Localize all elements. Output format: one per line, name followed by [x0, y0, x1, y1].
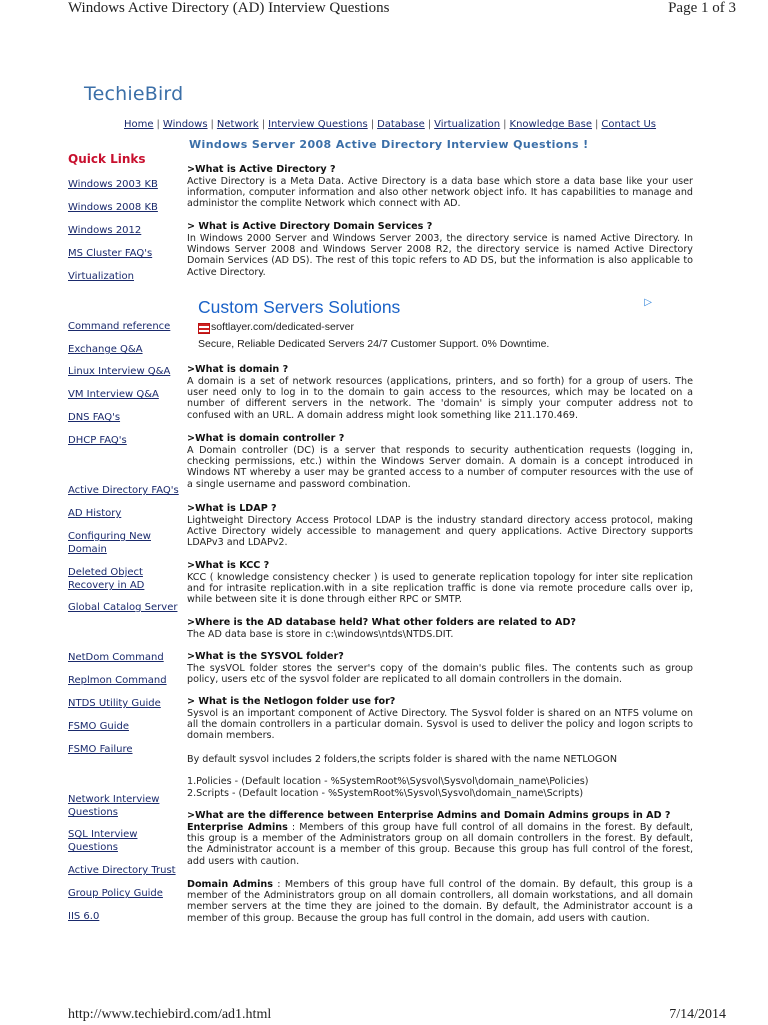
question-domain-controller: >What is domain controller ?	[187, 433, 345, 444]
sidebar-link-network-interview-questions[interactable]: Network Interview Questions	[68, 794, 160, 818]
question-kcc: >What is KCC ?	[187, 560, 270, 571]
answer-domain-admins	[187, 879, 693, 924]
top-nav: Home | Windows | Network | Interview Questions | Database | Virtualization | Knowledge Base | Contact Us	[124, 119, 657, 130]
sidebar-link-vm-interview-qa[interactable]: VM Interview Q&A	[68, 389, 159, 400]
enterprise-admins-text: : Members of this group have full control of all domains in the forest. By default, this group is a member of the Administrators group on all domain controllers in the forest. By default, the Administrator account is a member of this group. Because this group has full control of the forest, add users with caution.	[187, 822, 693, 867]
answer-kcc: KCC ( knowledge consistency checker ) is used to generate replication topology for inter site replication and for intrasite replication.with in a site replication traffic is done via remote procedure calls over ip, while between site it is done through either RPC or SMTP.	[187, 572, 693, 606]
sidebar-link-ad-history[interactable]: AD History	[68, 508, 122, 519]
answer-what-is-ad: Active Directory is a Meta Data. Active Directory is a data base which store a data base like your user information, computer information and also other network object info. It has capabilities to manage and administor the complite Network which connect with AD.	[187, 176, 693, 210]
answer-ad-database: The AD data base is store in c:\windows\ntds\NTDS.DIT.	[187, 629, 454, 640]
quick-links-title: Quick Links	[68, 152, 146, 166]
sidebar-link-dhcp-faqs[interactable]: DHCP FAQ's	[68, 435, 127, 446]
answer-enterprise-admins	[187, 822, 693, 867]
nav-database[interactable]: Database	[377, 119, 425, 130]
ad-banner[interactable]	[195, 295, 658, 357]
answer-what-is-domain: A domain is a set of network resources (applications, printers, and so forth) for a group of users. The user need only to log in to the domain to gain access to the resources, which may be located on a number of different servers in the network. The 'domain' is simply your computer address not to confused with an URL. A domain address might look something like 211.170.469.	[187, 376, 693, 421]
sidebar-link-iis-6[interactable]: IIS 6.0	[68, 911, 100, 922]
print-footer-date: 7/14/2014	[669, 1007, 726, 1022]
sidebar-link-linux-interview-qa[interactable]: Linux Interview Q&A	[68, 366, 171, 377]
sidebar-link-windows-2012[interactable]: Windows 2012	[68, 225, 142, 236]
sidebar-link-virtualization[interactable]: Virtualization	[68, 271, 134, 282]
nav-knowledge-base[interactable]: Knowledge Base	[509, 119, 593, 130]
print-footer	[68, 1007, 726, 1025]
question-what-is-ad: >What is Active Directory ?	[187, 164, 336, 175]
ad-headline[interactable]: Custom Servers Solutions	[198, 297, 401, 317]
sidebar-link-netdom-command[interactable]: NetDom Command	[68, 652, 164, 663]
question-ad-ds: > What is Active Directory Domain Services ?	[187, 221, 433, 232]
sidebar-link-active-directory-faqs[interactable]: Active Directory FAQ's	[68, 485, 179, 496]
site-logo[interactable]: TechieBird	[84, 83, 184, 105]
sidebar-link-group-policy-guide[interactable]: Group Policy Guide	[68, 888, 163, 899]
enterprise-admins-label: Enterprise Admins	[187, 822, 288, 833]
answer-netlogon: Sysvol is an important component of Active Directory. The Sysvol folder is shared on an NTFS volume on all the domain controllers in a particular domain. Sysvol is used to deliver the policy and logon scripts to domain members.	[187, 708, 693, 742]
domain-admins-label: Domain Admins	[187, 879, 273, 890]
nav-interview-questions[interactable]: Interview Questions	[268, 119, 368, 130]
ad-description: Secure, Reliable Dedicated Servers 24/7 Customer Support. 0% Downtime.	[198, 338, 550, 350]
sidebar-link-exchange-qa[interactable]: Exchange Q&A	[68, 344, 143, 355]
ad-url[interactable]: softlayer.com/dedicated-server	[211, 321, 354, 333]
answer-netlogon-policies: 1.Policies - (Default location - %SystemRoot%\Sysvol\Sysvol\domain_name\Policies)	[187, 776, 589, 787]
nav-home[interactable]: Home	[124, 119, 154, 130]
page-heading: Windows Server 2008 Active Directory Interview Questions !	[189, 138, 589, 151]
print-footer-url: http://www.techiebird.com/ad1.html	[68, 1007, 272, 1022]
answer-netlogon-default: By default sysvol includes 2 folders,the scripts folder is shared with the name NETLOGON	[187, 754, 618, 765]
ad-choices-icon[interactable]: ▷	[644, 297, 652, 308]
sidebar-link-fsmo-failure[interactable]: FSMO Failure	[68, 744, 133, 755]
sidebar-link-replmon-command[interactable]: Replmon Command	[68, 675, 167, 686]
sidebar-link-fsmo-guide[interactable]: FSMO Guide	[68, 721, 129, 732]
question-enterprise-vs-domain-admins: >What are the difference between Enterprise Admins and Domain Admins groups in AD ?	[187, 810, 671, 821]
print-header-page: Page 1 of 3	[668, 0, 736, 16]
question-ldap: >What is LDAP ?	[187, 503, 277, 514]
flag-icon	[198, 323, 210, 334]
sidebar-link-global-catalog-server[interactable]: Global Catalog Server	[68, 602, 178, 613]
answer-ldap: Lightweight Directory Access Protocol LDAP is the industry standard directory access protocol, making Active Directory widely accessible to management and query applications. Active Directory supports LDAPv3 and LDAPv2.	[187, 515, 693, 549]
sidebar-link-dns-faqs[interactable]: DNS FAQ's	[68, 412, 121, 423]
question-sysvol: >What is the SYSVOL folder?	[187, 651, 344, 662]
sidebar-link-sql-interview-questions[interactable]: SQL Interview Questions	[68, 829, 138, 853]
nav-network[interactable]: Network	[216, 119, 259, 130]
sidebar-link-active-directory-trust[interactable]: Active Directory Trust	[68, 865, 176, 876]
nav-virtualization[interactable]: Virtualization	[434, 119, 501, 130]
sidebar-link-deleted-object-recovery[interactable]: Deleted Object Recovery in AD	[68, 567, 145, 591]
answer-netlogon-scripts: 2.Scripts - (Default location - %SystemRoot%\Sysvol\Sysvol\domain_name\Scripts)	[187, 788, 584, 799]
nav-contact-us[interactable]: Contact Us	[601, 119, 657, 130]
sidebar-link-windows-2003-kb[interactable]: Windows 2003 KB	[68, 179, 158, 190]
nav-windows[interactable]: Windows	[162, 119, 208, 130]
answer-ad-ds: In Windows 2000 Server and Windows Server 2003, the directory service is named Active Directory. In Windows Server 2008 and Windows Server 2008 R2, the directory service is named Active Directory Domain Services (AD DS). The rest of this topic refers to AD DS, but the information is also applicable to Active Directory.	[187, 233, 693, 278]
sidebar-link-configuring-new-domain[interactable]: Configuring New Domain	[68, 531, 151, 555]
question-netlogon: > What is the Netlogon folder use for?	[187, 696, 396, 707]
question-what-is-domain: >What is domain ?	[187, 364, 289, 375]
answer-domain-controller: A Domain controller (DC) is a server that responds to security authentication requests (logging in, checking permissions, etc.) within the Windows Server domain. A domain is a concept introduced in Windows NT whereby a user may be granted access to a number of computer resources with the use of a single username and password combination.	[187, 445, 693, 490]
print-header-title: Windows Active Directory (AD) Interview Questions	[68, 0, 390, 16]
sidebar-link-ntds-utility-guide[interactable]: NTDS Utility Guide	[68, 698, 161, 709]
domain-admins-text: : Members of this group have full control of the domain. By default, this group is a member of the Administrators group on all domain controllers, all domain workstations, and all domain member servers at the time they are joined to the domain. By default, the Administrator account is a member of this group. Because the group has full control in the domain, add users with caution.	[187, 879, 693, 924]
sidebar-link-ms-cluster-faqs[interactable]: MS Cluster FAQ's	[68, 248, 153, 259]
print-header	[68, 0, 736, 22]
answer-sysvol: The sysVOL folder stores the server's copy of the domain's public files. The contents such as group policy, users etc of the sysvol folder are replicated to all domain controllers in the domain.	[187, 663, 693, 686]
sidebar-link-windows-2008-kb[interactable]: Windows 2008 KB	[68, 202, 158, 213]
sidebar-link-command-reference[interactable]: Command reference	[68, 321, 171, 332]
question-ad-database: >Where is the AD database held? What other folders are related to AD?	[187, 617, 576, 628]
